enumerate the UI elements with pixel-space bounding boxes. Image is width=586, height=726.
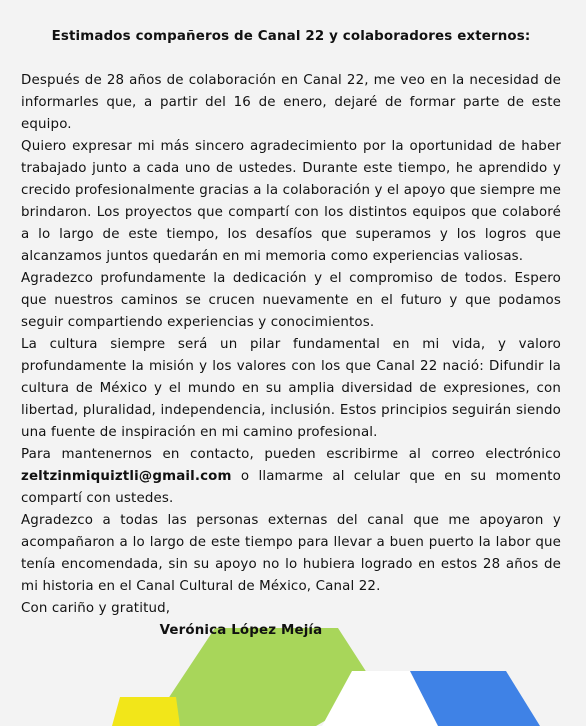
paragraph-external-thanks: Agradezco a todas las personas externas del canal que me apoyaron y acompañaron a lo largo de este tiempo para llevar a buen puerto la labor que tenía encomendada, sin su apoyo no lo hubiera logrado en estos 28 años de mi historia en el Canal Cultural de México, Canal 22.	[21, 513, 561, 594]
paragraph-gratitude: Quiero expresar mi más sincero agradecimiento por la oportunidad de haber trabajado junto a cada uno de ustedes. Durante este tiempo, he aprendido y crecido profesionalmente gracias a la colaboración y el apoyo que siempre me brindaron. Los proyectos que compartí con los distintos equipos que colaboré a lo largo de este tiempo, los desafíos que superamos y los logros que alcanzamos juntos quedarán en mi memoria como experiencias valiosas.	[21, 139, 561, 264]
yellow-shape	[112, 697, 180, 726]
paragraph-contact	[21, 444, 561, 510]
paragraph-culture: La cultura siempre será un pilar fundamental en mi vida, y valoro profundamente la misión y los valores con los que Canal 22 nació: Difundir la cultura de México y el mundo en su amplia diversidad de expresiones, con libertad, pluralidad, independencia, inclusión. Estos principios seguirán siendo una fuente de inspiración en mi camino profesional.	[21, 337, 561, 440]
contact-text-after: o llamarme al celular que en su momento compartí con ustedes.	[21, 469, 561, 506]
signature: Verónica López Mejía	[159, 623, 323, 638]
paragraph-dedication: Agradezco profundamente la dedicación y el compromiso de todos. Espero que nuestros caminos se crucen nuevamente en el futuro y que podamos seguir compartiendo experiencias y conocimientos.	[21, 271, 561, 330]
paragraph-farewell: Después de 28 años de colaboración en Canal 22, me veo en la necesidad de informarles que, a partir del 16 de enero, dejaré de formar parte de este equipo.	[21, 73, 561, 132]
letter	[21, 26, 561, 642]
letter-heading: Estimados compañeros de Canal 22 y colaboradores externos:	[51, 29, 531, 44]
contact-text-before: Para mantenernos en contacto, pueden escribirme al correo electrónico	[21, 447, 561, 462]
closing-line: Con cariño y gratitud,	[21, 601, 171, 616]
contact-email: zeltzinmiquiztli@gmail.com	[21, 469, 232, 484]
